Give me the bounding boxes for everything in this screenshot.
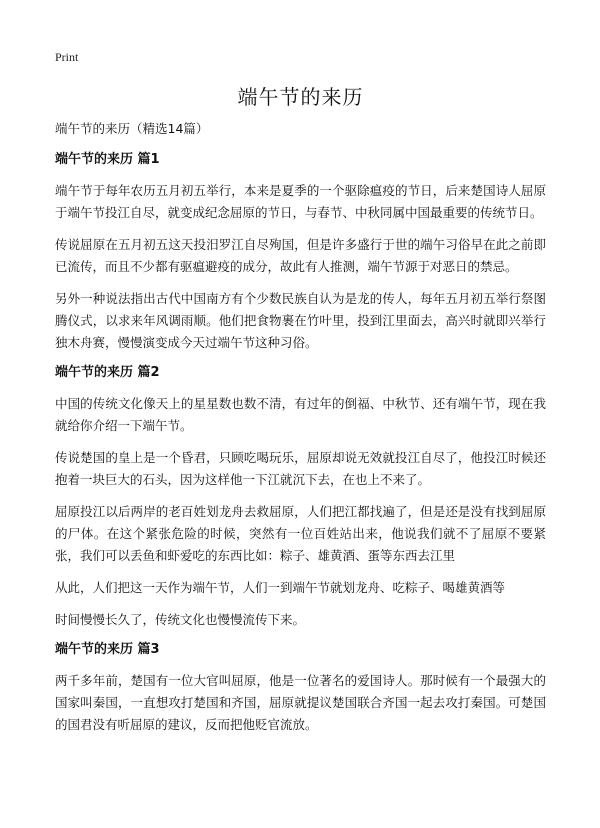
paragraph: 从此，人们把这一天作为端午节，人们一到端午节就划龙舟、吃粽子、喝雄黄酒等	[55, 580, 506, 595]
page-subtitle: 端午节的来历（精选14篇）	[55, 121, 209, 136]
paragraph: 屈原投江以后两岸的老百姓划龙舟去救屈原，人们把江都找遍了，但是还是没有找到屈原的尸体。在这个紧张危险的时候，突然有一位百姓站出来，他说我们就不了屈原不要紧张，我们可以丢鱼和虾爱吃的东西比如：粽子、雄黄酒、蛋等东西去江里	[55, 504, 546, 563]
paragraph: 另外一种说法指出古代中国南方有个少数民族自认为是龙的传人，每年五月初五举行祭图腾仪式，以求来年风调雨顺。他们把食物裹在竹叶里，投到江里面去，高兴时就即兴举行独木舟赛，慢慢演变成今天过端午节这种习俗。	[55, 291, 546, 350]
paragraph: 两千多年前，楚国有一位大官叫屈原，他是一位著名的爱国诗人。那时候有一个最强大的国家叫秦国，一直想攻打楚国和齐国，屈原就提议楚国联合齐国一起去攻打秦国。可楚国的国君没有听屈原的建议，反而把他贬官流放。	[55, 673, 546, 732]
section-heading: 端午节的来历 篇2	[55, 365, 160, 380]
paragraph: 端午节于每年农历五月初五举行，本来是夏季的一个驱除瘟疫的节日，后来楚国诗人屈原于端午节投江自尽，就变成纪念屈原的节日，与春节、中秋同属中国最重要的传统节日。	[55, 183, 546, 220]
print-link[interactable]: Print	[55, 50, 79, 64]
page-title: 端午节的来历	[237, 85, 364, 109]
paragraph: 传说屈原在五月初五这天投汨罗江自尽殉国，但是许多盛行于世的端午习俗早在此之前即已流传，而且不少都有驱瘟避疫的成分，故此有人推测，端午节源于对恶日的禁忌。	[55, 237, 546, 274]
section-heading: 端午节的来历 篇1	[55, 152, 160, 167]
paragraph: 传说楚国的皇上是一个昏君，只顾吃喝玩乐，屈原却说无效就投江自尽了，他投江时候还抱着一块巨大的石头，因为这样他一下江就沉下去，在也上不来了。	[55, 450, 546, 487]
section-3	[55, 641, 546, 736]
paragraph: 时间慢慢长久了，传统文化也慢慢流传下来。	[55, 612, 306, 627]
paragraph: 中国的传统文化像天上的星星数也数不清，有过年的倒福、中秋节、还有端午节，现在我就给你介绍一下端午节。	[55, 396, 546, 433]
section-2	[55, 364, 546, 631]
section-1	[55, 151, 546, 354]
section-heading: 端午节的来历 篇3	[55, 642, 160, 657]
